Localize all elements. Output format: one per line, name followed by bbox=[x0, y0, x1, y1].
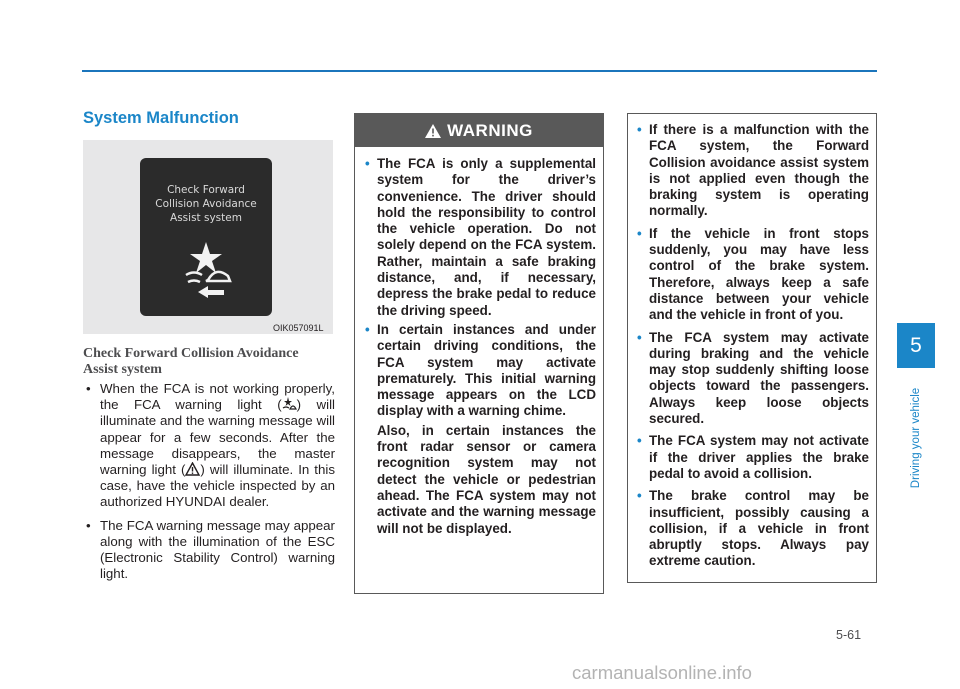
warning-header bbox=[355, 114, 603, 147]
warning-item bbox=[365, 322, 596, 420]
bullet-text-1a: When the FCA is not working properly, the FCA warning light ( bbox=[100, 381, 335, 413]
lcd-display bbox=[140, 158, 272, 316]
bullet-dot: • bbox=[637, 433, 642, 449]
bullet-item: • The FCA warning message may appear along with the illumination of the ESC (Electronic Stability Control) warning light. bbox=[83, 518, 335, 583]
bullet-dot: • bbox=[637, 329, 642, 345]
fca-warning-light-icon bbox=[282, 397, 297, 411]
bullet-dot: • bbox=[365, 321, 370, 337]
top-rule bbox=[82, 70, 877, 72]
watermark: carmanualsonline.info bbox=[572, 662, 752, 683]
chapter-title: Driving your vehicle bbox=[910, 387, 922, 489]
page-number: 5-61 bbox=[836, 628, 862, 642]
warning-item bbox=[637, 488, 869, 569]
warning-triangle-icon bbox=[425, 124, 441, 138]
chapter-tab: 5 bbox=[897, 323, 935, 368]
warning-item-text: The FCA system may activate during braking and the vehicle may stop suddenly shifting loose objects toward the passengers. Always keep loose objects secured. bbox=[649, 329, 869, 427]
warning-item-text: If there is a malfunction with the FCA system, the Forward Collision avoidance assist system is not applied even though the braking system is operating normally. bbox=[649, 122, 869, 219]
warning-item bbox=[637, 433, 869, 482]
lcd-message bbox=[140, 183, 272, 225]
bullet-dot: • bbox=[637, 122, 642, 137]
bullet-text-1b: ) will illuminate and the warning message will appear for a few seconds. After the message disappears, the master warning light ( bbox=[100, 397, 335, 478]
warning-item bbox=[365, 156, 596, 319]
section-title: System Malfunction bbox=[83, 109, 239, 127]
warning-item-text: If the vehicle in front stops suddenly, you may have less control of the brake system. Therefore, always keep a safe distance between your vehicle and the vehicle in front of you. bbox=[649, 225, 869, 323]
bullet-dot: • bbox=[637, 225, 642, 241]
bullet-dot: • bbox=[365, 156, 370, 171]
warning-continuation: Also, in certain instances the front radar sensor or camera recognition system may not detect the vehicle or pedestrian ahead. The FCA system may not activate and the warning message will not be displayed. bbox=[377, 422, 596, 536]
warning-item-text: The FCA is only a supplemental system for the driver’s convenience. The driver should hold the responsibility to control the vehicle operation. Do not solely depend on the FCA system. Rather, maintain a safe braking distance, and, if necessary, depress the brake pedal to reduce the driving speed. bbox=[377, 156, 596, 318]
cluster-figure bbox=[83, 140, 333, 334]
lcd-line-3: Assist system bbox=[170, 212, 242, 224]
warning-list bbox=[355, 147, 603, 420]
warning-item-text: In certain instances and under certain driving conditions, the FCA system may activate prematurely. This initial warning message appears on the LCD display with a warning chime. bbox=[377, 321, 596, 419]
fca-collision-icon bbox=[176, 240, 236, 300]
master-warning-icon bbox=[185, 462, 200, 476]
warning-box bbox=[354, 113, 604, 594]
malfunction-bullets bbox=[83, 381, 335, 589]
chapter-title-side bbox=[908, 380, 924, 500]
subhead: Check Forward Collision Avoidance Assist system bbox=[83, 346, 299, 377]
warning-title: WARNING bbox=[447, 120, 533, 140]
lcd-line-1: Check Forward bbox=[167, 184, 245, 196]
warning-continuation-wrap bbox=[355, 423, 603, 537]
warning-item bbox=[637, 226, 869, 324]
bullet-item bbox=[83, 381, 335, 511]
warning-list-continued bbox=[628, 114, 876, 570]
lcd-line-2: Collision Avoidance bbox=[155, 198, 257, 210]
bullet-text-1c: ) will illuminate. In this case, have the vehicle inspected by an authorized HYUNDAI dealer. bbox=[100, 462, 335, 510]
warning-box-continued bbox=[627, 113, 877, 583]
warning-item-text: The brake control may be insufficient, possibly causing a collision, if a vehicle in front abruptly stops. Always pay extreme caution. bbox=[649, 488, 869, 569]
warning-item-text: The FCA system may not activate if the driver applies the brake pedal to avoid a collision. bbox=[649, 433, 869, 481]
bullet-dot: • bbox=[637, 488, 642, 504]
figure-caption: OIK057091L bbox=[273, 323, 324, 333]
warning-item bbox=[637, 330, 869, 428]
warning-item bbox=[637, 122, 869, 220]
